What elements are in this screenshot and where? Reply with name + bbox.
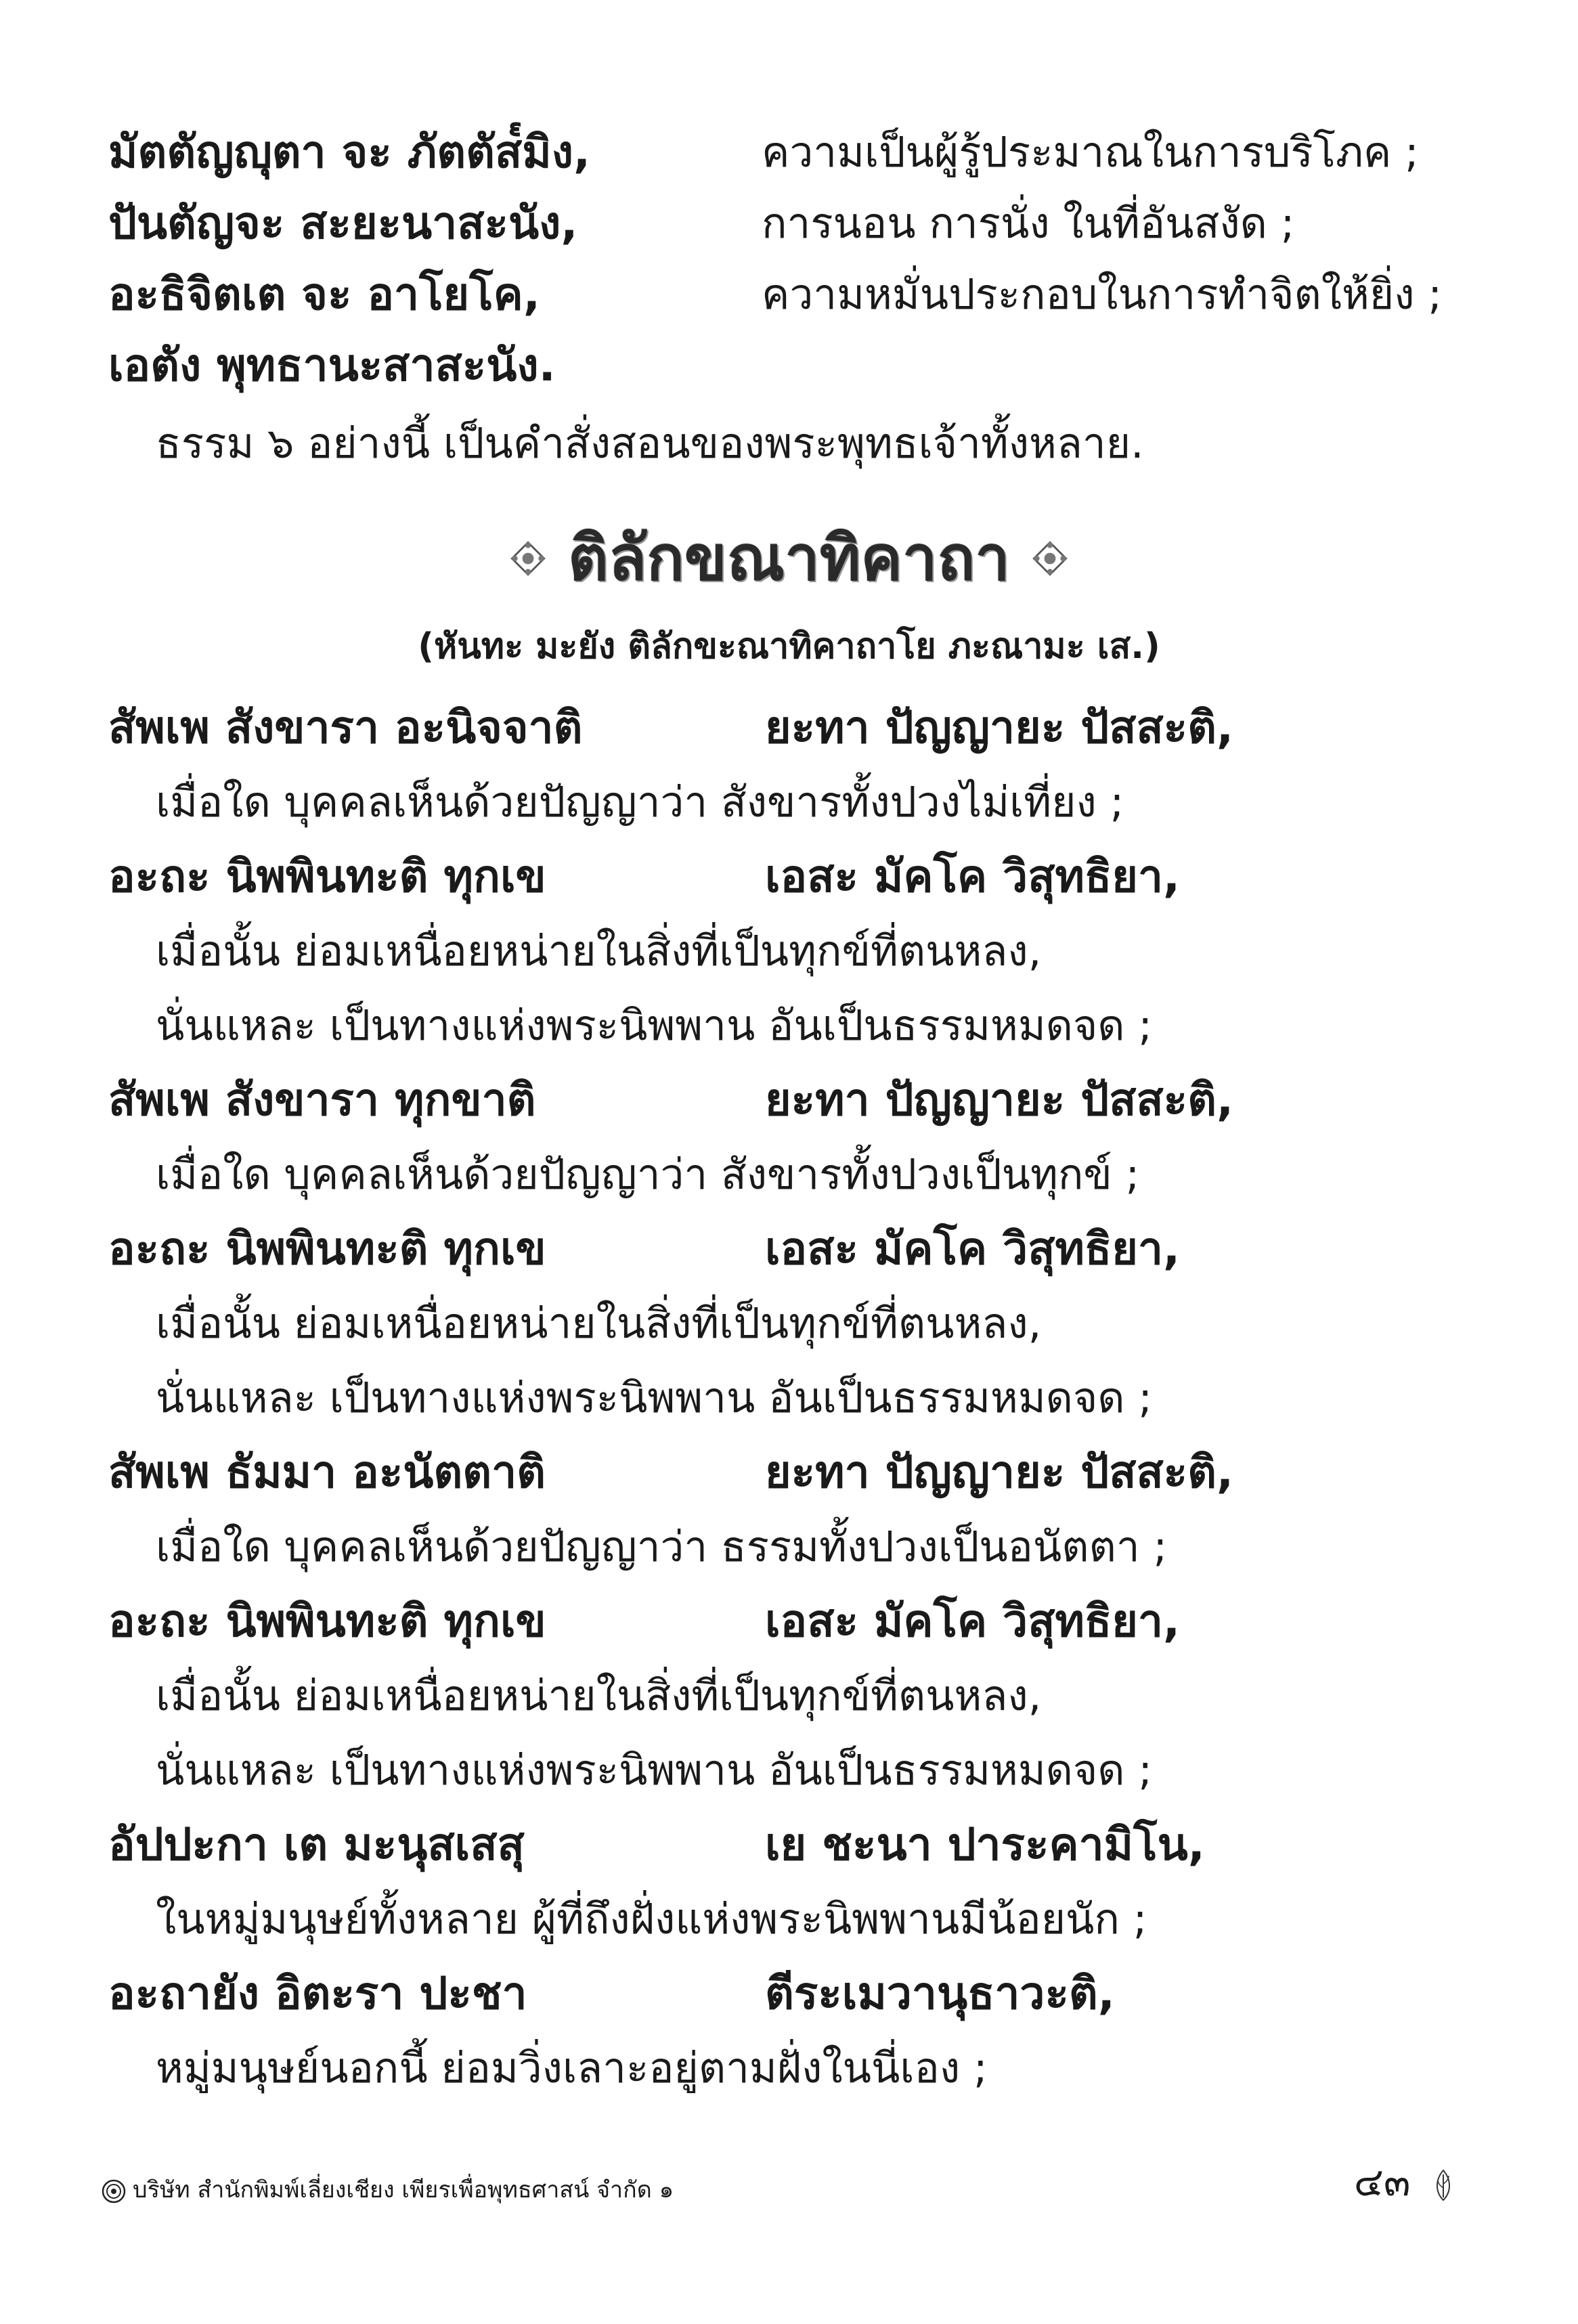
- verse-translation: ความหมั่นประกอบในการทำจิตให้ยิ่ง ;: [762, 269, 1443, 319]
- section-subtitle-wrap: [0, 616, 1578, 677]
- pali-right: ยะทา ปัญญายะ ปัสสะติ,: [765, 1074, 1234, 1126]
- stanza-translation: เมื่อนั้น ย่อมเหนื่อยหน่ายในสิ่งที่เป็นทุกข์ที่ตนหลง,: [156, 926, 1042, 975]
- pali-left: สัพเพ สังขารา อะนิจจาติ: [108, 701, 583, 753]
- pali-left: อัปปะกา เต มะนุสเสสุ: [108, 1818, 525, 1870]
- stanza-translation: เมื่อใด บุคคลเห็นด้วยปัญญาว่า ธรรมทั้งปวงเป็นอนัตตา ;: [156, 1522, 1168, 1571]
- pali-verse: เอตัง พุทธานะสาสะนัง.: [108, 339, 556, 391]
- stanza-translation: เมื่อนั้น ย่อมเหนื่อยหน่ายในสิ่งที่เป็นทุกข์ที่ตนหลง,: [156, 1671, 1042, 1720]
- stanza-translation: ในหมู่มนุษย์ทั้งหลาย ผู้ที่ถึงฝั่งแห่งพระนิพพานมีน้อยนัก ;: [156, 1894, 1147, 1944]
- verse-line: [108, 328, 1462, 403]
- pali-right: เย ชะนา ปาระคามิโน,: [765, 1818, 1205, 1870]
- publisher-footer: [102, 2170, 674, 2210]
- stanza-translation: เมื่อใด บุคคลเห็นด้วยปัญญาว่า สังขารทั้งปวงไม่เที่ยง ;: [156, 777, 1124, 827]
- stanza-translation: นั่นแหละ เป็นทางแห่งพระนิพพาน อันเป็นธรรมหมดจด ;: [156, 1001, 1153, 1050]
- verse-translation: ความเป็นผู้รู้ประมาณในการบริโภค ;: [762, 127, 1419, 177]
- verse-line: [108, 186, 1462, 261]
- stanza-line: [108, 1063, 1462, 1137]
- pali-verse: มัตตัญญุตา จะ ภัตตัส๎มิง,: [108, 126, 591, 178]
- pali-right: ยะทา ปัญญายะ ปัสสะติ,: [765, 1446, 1234, 1498]
- leaf-flourish-icon: [1430, 2168, 1457, 2201]
- stanza-translation: เมื่อใด บุคคลเห็นด้วยปัญญาว่า สังขารทั้งปวงเป็นทุกข์ ;: [156, 1149, 1140, 1199]
- pali-left: อะถะ นิพพินทะติ ทุกเข: [108, 1595, 546, 1647]
- pali-left: สัพเพ สังขารา ทุกขาติ: [108, 1074, 536, 1126]
- pali-right: เอสะ มัคโค วิสุทธิยา,: [765, 1223, 1181, 1275]
- pali-right: ตีระเมวานุธาวะติ,: [765, 1967, 1115, 2019]
- stanza-line: [108, 1435, 1462, 1510]
- verse-translation: การนอน การนั่ง ในที่อันสงัด ;: [762, 198, 1295, 248]
- pali-verse: ปันตัญจะ สะยะนาสะนัง,: [108, 197, 578, 249]
- stanza-translation: นั่นแหละ เป็นทางแห่งพระนิพพาน อันเป็นธรรมหมดจด ;: [156, 1745, 1153, 1795]
- stanza-line: [108, 1584, 1462, 1659]
- pali-verse: อะธิจิตเต จะ อาโยโค,: [108, 268, 540, 320]
- stanza-translation: เมื่อนั้น ย่อมเหนื่อยหน่ายในสิ่งที่เป็นทุกข์ที่ตนหลง,: [156, 1298, 1042, 1348]
- pali-right: เอสะ มัคโค วิสุทธิยา,: [765, 850, 1181, 902]
- pali-left: อะถะ นิพพินทะติ ทุกเข: [108, 1223, 546, 1275]
- section-title: ติลักขณาทิคาถา: [568, 522, 1010, 594]
- stanza-line: [108, 690, 1462, 765]
- floral-diamond-ornament-icon: [1031, 540, 1069, 577]
- pali-left: อะถะ นิพพินทะติ ทุกเข: [108, 850, 546, 902]
- floral-diamond-ornament-icon: [509, 540, 547, 577]
- stanza-line: [108, 1212, 1462, 1286]
- section-subtitle: (หันทะ มะยัง ติลักขะณาทิคาถาโย ภะณามะ เส.): [418, 626, 1160, 667]
- stanza-line: [108, 839, 1462, 914]
- section-header: [0, 511, 1578, 606]
- stanza-line: [108, 1807, 1462, 1882]
- page-number-block: [1354, 2151, 1457, 2212]
- verse-line: [108, 257, 1462, 332]
- pali-right: เอสะ มัคโค วิสุทธิยา,: [765, 1595, 1181, 1647]
- stanza-translation: นั่นแหละ เป็นทางแห่งพระนิพพาน อันเป็นธรรมหมดจด ;: [156, 1373, 1153, 1422]
- pali-left: สัพเพ ธัมมา อะนัตตาติ: [108, 1446, 546, 1498]
- publisher-seal-icon: [102, 2179, 126, 2204]
- verse-line: [108, 115, 1462, 190]
- pali-left: อะถายัง อิตะรา ปะชา: [108, 1967, 527, 2019]
- stanza-line: [108, 1956, 1462, 2031]
- summary-text: ธรรม ๖ อย่างนี้ เป็นคำสั่งสอนของพระพุทธเจ้าทั้งหลาย.: [156, 418, 1144, 468]
- publisher-name: บริษัท สำนักพิมพ์เลี่ยงเชียง เพียรเพื่อพุทธศาสน์ จำกัด ๑: [133, 2176, 674, 2204]
- stanza-translation: หมู่มนุษย์นอกนี้ ย่อมวิ่งเลาะอยู่ตามฝั่งในนี่เอง ;: [156, 2043, 988, 2092]
- pali-right: ยะทา ปัญญายะ ปัสสะติ,: [765, 701, 1234, 753]
- page-number: ๔๓: [1354, 2159, 1411, 2205]
